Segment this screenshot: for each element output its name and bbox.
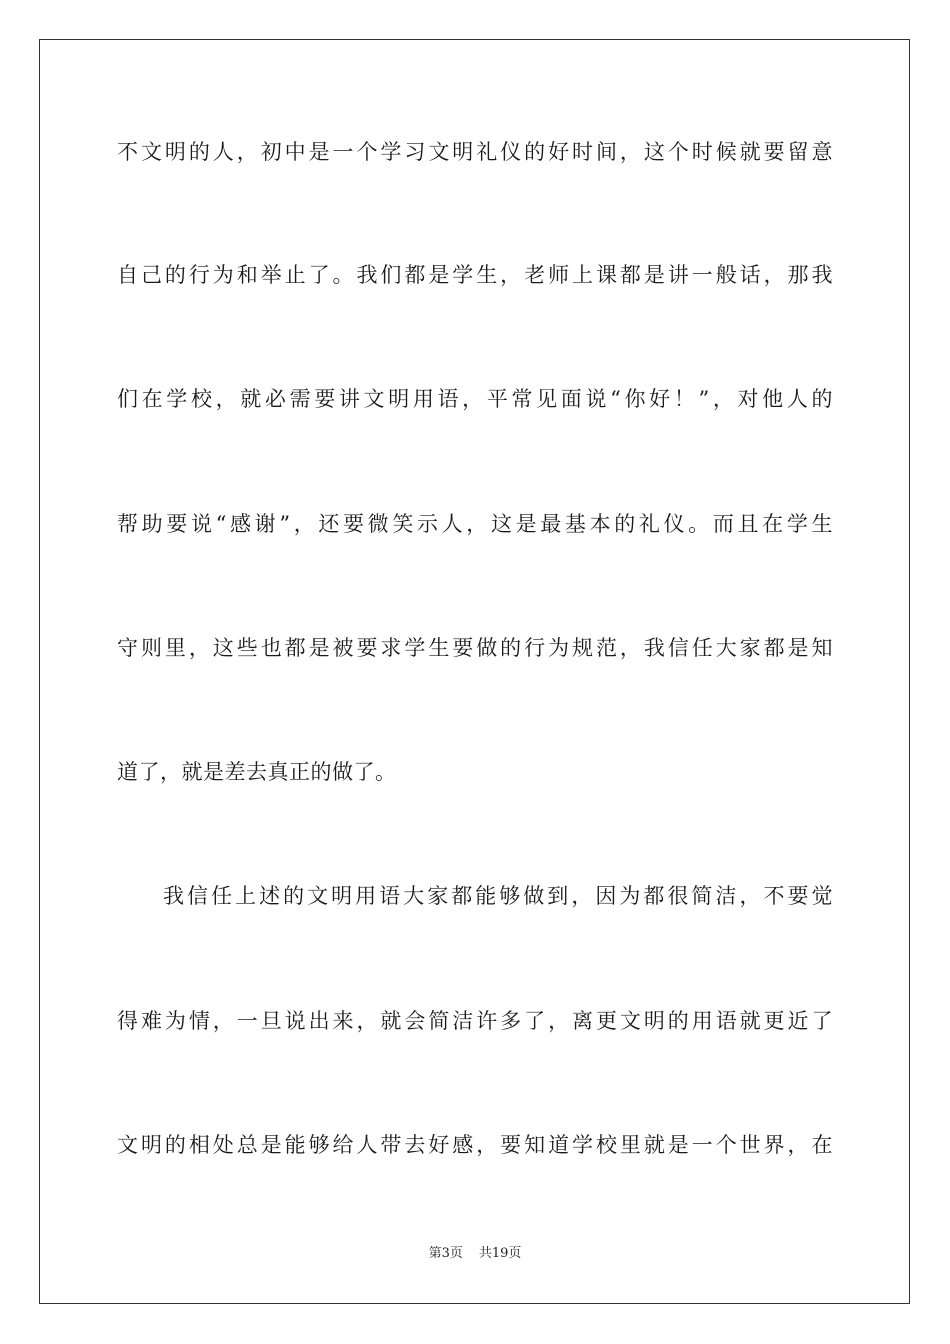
paragraph-line: 得难为情，一旦说出来，就会简洁许多了，离更文明的用语就更近了 <box>117 1009 833 1033</box>
paragraph-line: 文明的相处总是能够给人带去好感，要知道学校里就是一个世界，在 <box>117 1133 833 1157</box>
page-total: 共19页 <box>478 1246 522 1261</box>
paragraph-line: 守则里，这些也都是被要求学生要做的行为规范，我信任大家都是知 <box>117 636 833 660</box>
paragraph-line: 们在学校，就必需要讲文明用语，平常见面说“你好！”，对他人的 <box>117 387 833 411</box>
paragraph-line: 我信任上述的文明用语大家都能够做到，因为都很简洁，不要觉 <box>163 884 833 908</box>
paragraph-line: 自己的行为和举止了。我们都是学生，老师上课都是讲一般话，那我 <box>117 263 833 287</box>
page-footer <box>0 1245 950 1263</box>
page-number: 第3页 <box>428 1246 463 1261</box>
paragraph-line: 不文明的人，初中是一个学习文明礼仪的好时间，这个时候就要留意 <box>117 140 833 164</box>
page-border <box>39 39 910 1304</box>
paragraph-line: 帮助要说“感谢”，还要微笑示人，这是最基本的礼仪。而且在学生 <box>117 512 833 536</box>
paragraph-line: 道了，就是差去真正的做了。 <box>117 760 397 784</box>
